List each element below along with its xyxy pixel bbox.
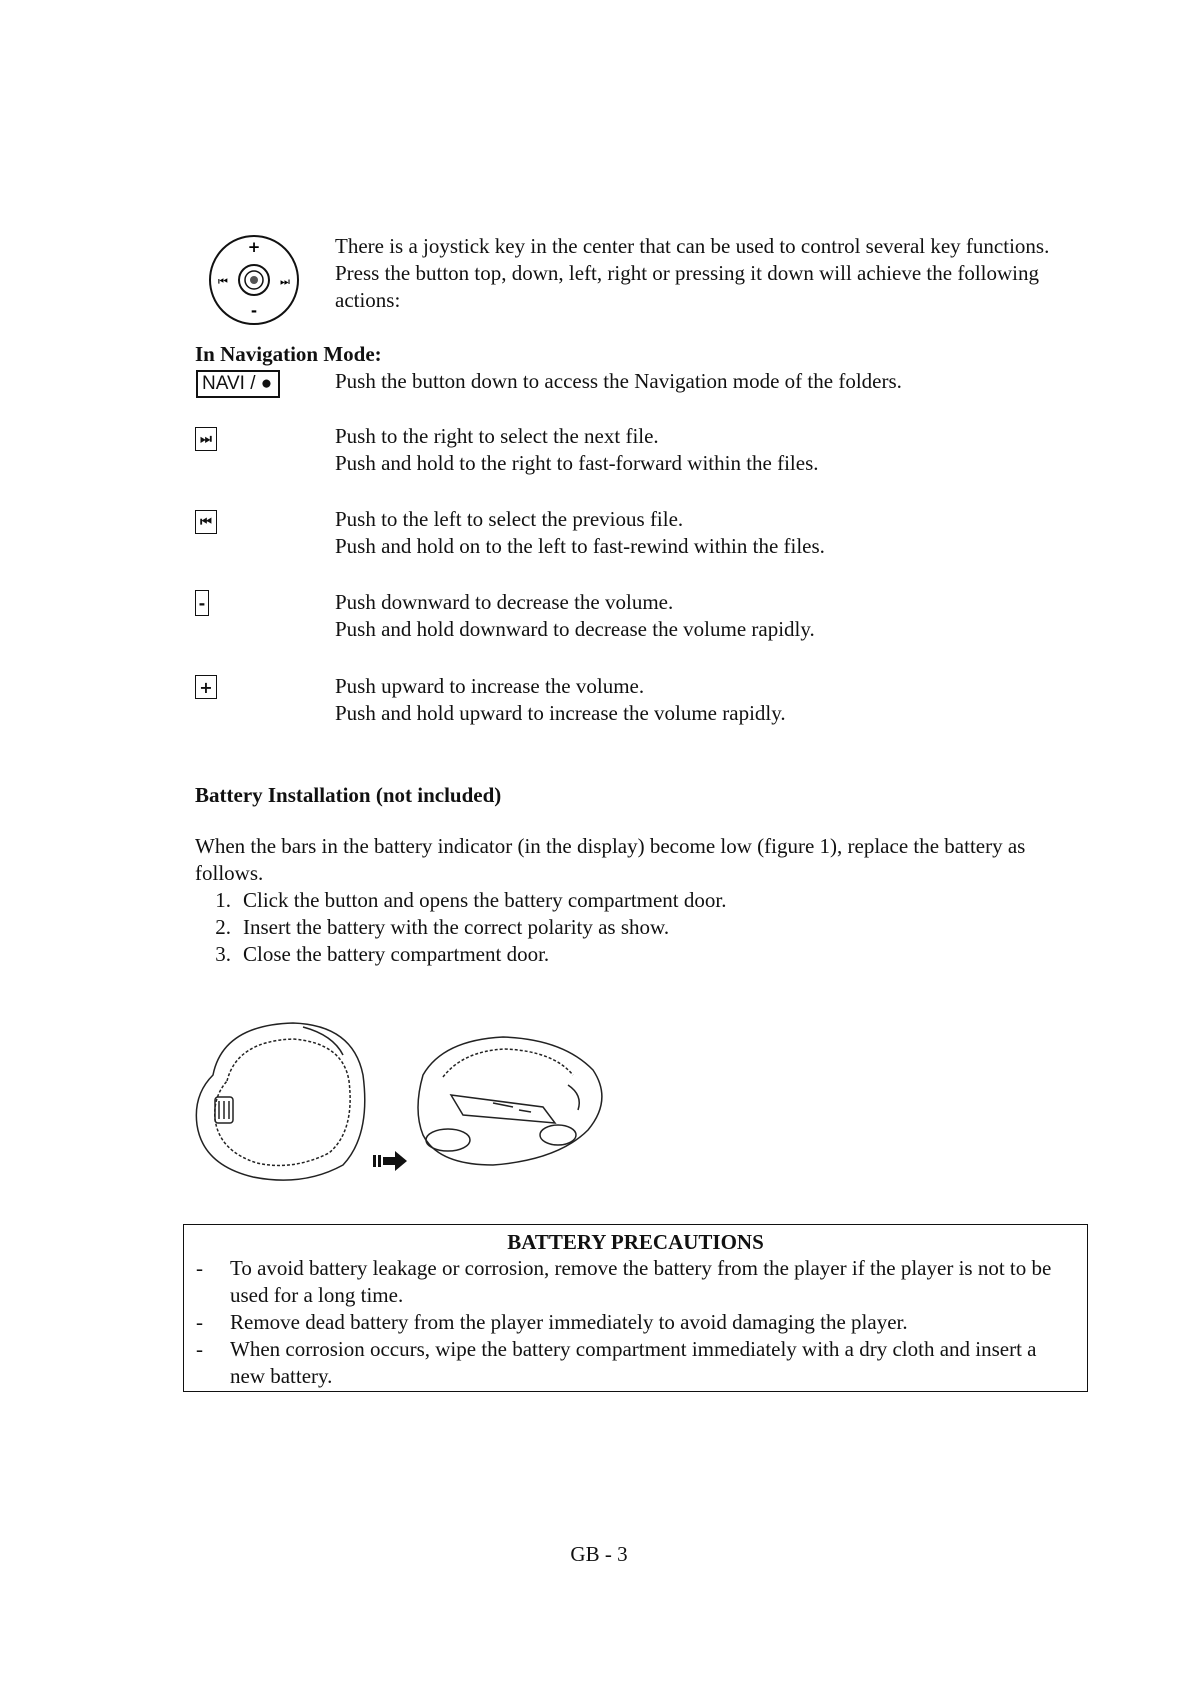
list-item — [195, 887, 1055, 914]
intro-text: There is a joystick key in the center that can be used to control several key functions. Press the button top, down, left, right or pressing it down will achieve the following actions: — [335, 234, 1050, 312]
previous-description — [335, 506, 1055, 560]
description-line: Push and hold upward to increase the volume rapidly. — [335, 701, 786, 725]
page-number: GB - 3 — [570, 1542, 628, 1566]
description-line: Push to the left to select the previous file. — [335, 507, 684, 531]
arrow-icon — [373, 1151, 407, 1171]
battery-steps — [195, 887, 1055, 968]
step-number: 1. — [215, 888, 231, 912]
joystick-label: ⏮ — [218, 275, 228, 288]
step-text: Click the button and opens the battery compartment door. — [243, 888, 727, 912]
navi-description — [335, 368, 1055, 395]
bullet-dash: - — [196, 1337, 203, 1361]
description-line: Push the button down to access the Navigation mode of the folders. — [335, 369, 902, 393]
list-item — [184, 1336, 1087, 1390]
list-item — [195, 914, 1055, 941]
bullet-dash: - — [196, 1256, 203, 1280]
joystick-label: - — [250, 302, 258, 320]
next-key-icon: ⏭ — [195, 427, 217, 451]
joystick-label: + — [247, 238, 261, 256]
battery-intro: When the bars in the battery indicator (in the display) become low (figure 1), replace the battery as follows. — [195, 834, 1026, 885]
step-number: 2. — [215, 915, 231, 939]
step-text: Close the battery compartment door. — [243, 942, 550, 966]
description-line: Push upward to increase the volume. — [335, 674, 645, 698]
volume-down-key-icon: - — [195, 590, 209, 616]
step-number: 3. — [215, 942, 231, 966]
next-description — [335, 423, 1055, 477]
description-line: Push and hold to the right to fast-forward within the files. — [335, 451, 819, 475]
precaution-text: To avoid battery leakage or corrosion, remove the battery from the player if the player is not to be used for a long time. — [230, 1256, 1052, 1307]
navi-key-icon: NAVI / ● — [196, 370, 280, 398]
volume-down-description — [335, 589, 1055, 643]
joystick-label: ⏭ — [280, 275, 290, 288]
description-line: Push and hold on to the left to fast-rewind within the files. — [335, 534, 825, 558]
volume-up-description — [335, 673, 1055, 727]
description-line: Push downward to decrease the volume. — [335, 590, 674, 614]
player-back-illustration — [196, 1023, 364, 1180]
battery-heading: Battery Installation (not included) — [195, 783, 502, 807]
bullet-dash: - — [196, 1310, 203, 1334]
description-line: Push to the right to select the next file. — [335, 424, 659, 448]
previous-key-icon: ⏮ — [195, 510, 217, 534]
list-item — [184, 1255, 1087, 1309]
battery-installation-figure — [193, 1015, 623, 1185]
list-item — [184, 1309, 1087, 1336]
precautions-list — [184, 1255, 1087, 1390]
joystick-icon — [206, 232, 302, 328]
precautions-title: BATTERY PRECAUTIONS — [507, 1230, 764, 1254]
player-front-illustration — [418, 1037, 602, 1165]
battery-precautions-box — [183, 1224, 1088, 1392]
precaution-text: Remove dead battery from the player immediately to avoid damaging the player. — [230, 1310, 908, 1334]
step-text: Insert the battery with the correct polarity as show. — [243, 915, 670, 939]
description-line: Push and hold downward to decrease the volume rapidly. — [335, 617, 815, 641]
precaution-text: When corrosion occurs, wipe the battery compartment immediately with a dry cloth and insert a new battery. — [230, 1337, 1037, 1388]
volume-up-key-icon: + — [195, 675, 217, 699]
navigation-heading: In Navigation Mode: — [195, 342, 382, 366]
list-item — [195, 941, 1055, 968]
